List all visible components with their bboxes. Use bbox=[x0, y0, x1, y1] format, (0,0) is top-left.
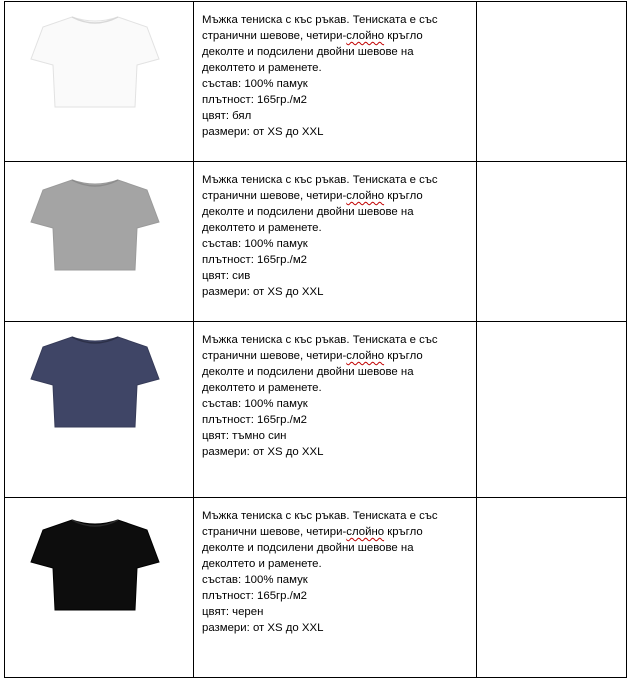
color-line: цвят: бял bbox=[202, 110, 252, 122]
description-cell bbox=[194, 498, 477, 678]
composition-line: състав: 100% памук bbox=[202, 398, 308, 410]
description-text: странични шевове, четири- bbox=[202, 190, 347, 202]
sizes-line: размери: от XS до XXL bbox=[202, 622, 324, 634]
image-cell bbox=[5, 2, 194, 162]
density-line: плътност: 165гр./м2 bbox=[202, 414, 308, 426]
description-line: Мъжка тениска с къс ръкав. Тениската е със bbox=[202, 14, 438, 26]
description-line: деколте и подсилени двойни шевове на bbox=[202, 206, 414, 218]
navy-tshirt-icon bbox=[25, 327, 165, 437]
description-line: Мъжка тениска с къс ръкав. Тениската е със bbox=[202, 174, 438, 186]
composition-line: състав: 100% памук bbox=[202, 78, 308, 90]
product-table bbox=[4, 1, 627, 678]
description-line: деколтето и раменете. bbox=[202, 558, 322, 570]
image-cell bbox=[5, 162, 194, 322]
description-text: кръгло bbox=[384, 190, 423, 202]
description-line: Мъжка тениска с къс ръкав. Тениската е със bbox=[202, 510, 438, 522]
spellcheck-word: слойно bbox=[346, 350, 385, 362]
description-line: деколтето и раменете. bbox=[202, 382, 322, 394]
spellcheck-word: слойно bbox=[346, 190, 385, 202]
product-description bbox=[194, 322, 476, 460]
description-text: странични шевове, четири- bbox=[202, 30, 347, 42]
empty-cell bbox=[477, 322, 627, 498]
color-line: цвят: тъмно син bbox=[202, 430, 287, 442]
table-row bbox=[5, 162, 627, 322]
composition-line: състав: 100% памук bbox=[202, 574, 308, 586]
description-cell bbox=[194, 2, 477, 162]
table-row bbox=[5, 2, 627, 162]
spellcheck-word: слойно bbox=[346, 30, 385, 42]
description-text: странични шевове, четири- bbox=[202, 526, 347, 538]
sizes-line: размери: от XS до XXL bbox=[202, 126, 324, 138]
image-cell bbox=[5, 322, 194, 498]
description-line: деколте и подсилени двойни шевове на bbox=[202, 46, 414, 58]
empty-cell bbox=[477, 2, 627, 162]
description-cell bbox=[194, 322, 477, 498]
sizes-line: размери: от XS до XXL bbox=[202, 286, 324, 298]
description-line bbox=[202, 188, 476, 204]
description-text: кръгло bbox=[384, 30, 423, 42]
color-line: цвят: черен bbox=[202, 606, 264, 618]
description-line: деколтето и раменете. bbox=[202, 222, 322, 234]
product-description bbox=[194, 162, 476, 300]
description-line bbox=[202, 28, 476, 44]
empty-cell bbox=[477, 162, 627, 322]
table-row bbox=[5, 322, 627, 498]
density-line: плътност: 165гр./м2 bbox=[202, 590, 308, 602]
image-cell bbox=[5, 498, 194, 678]
table-row bbox=[5, 498, 627, 678]
white-tshirt-icon bbox=[25, 7, 165, 117]
description-text: кръгло bbox=[384, 350, 423, 362]
description-line bbox=[202, 348, 476, 364]
description-text: кръгло bbox=[384, 526, 423, 538]
composition-line: състав: 100% памук bbox=[202, 238, 308, 250]
density-line: плътност: 165гр./м2 bbox=[202, 94, 308, 106]
empty-cell bbox=[477, 498, 627, 678]
description-line: Мъжка тениска с къс ръкав. Тениската е със bbox=[202, 334, 438, 346]
description-line: деколтето и раменете. bbox=[202, 62, 322, 74]
description-line bbox=[202, 524, 476, 540]
product-description bbox=[194, 2, 476, 140]
spellcheck-word: слойно bbox=[346, 526, 385, 538]
gray-tshirt-icon bbox=[25, 170, 165, 280]
density-line: плътност: 165гр./м2 bbox=[202, 254, 308, 266]
product-description bbox=[194, 498, 476, 636]
description-line: деколте и подсилени двойни шевове на bbox=[202, 366, 414, 378]
sizes-line: размери: от XS до XXL bbox=[202, 446, 324, 458]
black-tshirt-icon bbox=[25, 510, 165, 620]
color-line: цвят: сив bbox=[202, 270, 251, 282]
description-line: деколте и подсилени двойни шевове на bbox=[202, 542, 414, 554]
description-text: странични шевове, четири- bbox=[202, 350, 347, 362]
description-cell bbox=[194, 162, 477, 322]
